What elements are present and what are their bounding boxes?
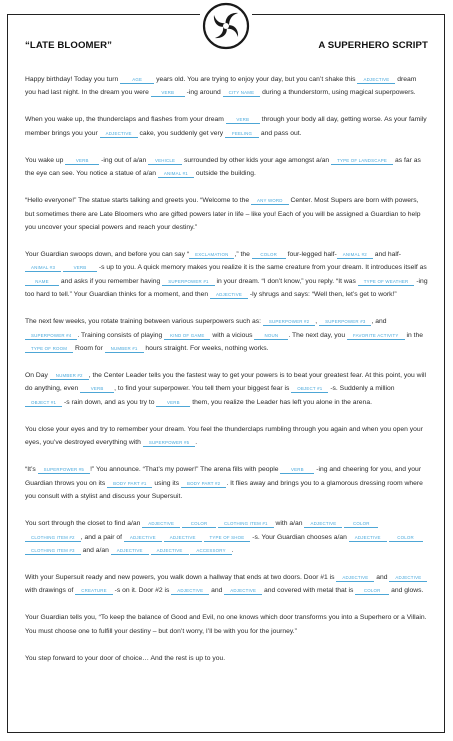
- fill-in-blank[interactable]: COLOR: [355, 588, 389, 595]
- fill-in-blank[interactable]: ADJECTIVE: [151, 548, 189, 555]
- story-paragraph: [25, 652, 429, 665]
- story-text: !” You announce. “That’s my power!” The arena fills with people: [90, 466, 281, 474]
- fill-in-blank[interactable]: ADJECTIVE: [111, 548, 149, 555]
- swirl-emblem-icon: [200, 0, 252, 52]
- story-paragraph: [25, 154, 429, 181]
- story-text: , to find your superpower. You tell them your biggest fear is: [114, 385, 292, 393]
- story-paragraph: [25, 315, 429, 355]
- fill-in-blank[interactable]: VERB: [151, 90, 185, 97]
- fill-in-blank[interactable]: OBJECT #1: [25, 400, 62, 407]
- fill-in-blank[interactable]: VEHICLE: [148, 158, 182, 165]
- story-text: cake, you suddenly get very: [137, 129, 226, 137]
- fill-in-blank[interactable]: ADJECTIVE: [124, 535, 162, 542]
- story-text: You close your eyes and try to remember your dream. You feel the thunderclaps rumbling through you again and when you open your eyes, you’ve destroyed everything with: [25, 425, 423, 447]
- fill-in-blank[interactable]: COLOR: [344, 521, 378, 528]
- fill-in-blank[interactable]: ADJECTIVE: [389, 575, 427, 582]
- fill-in-blank[interactable]: CLOTHING ITEM #3: [25, 548, 81, 555]
- story-text: ,” the: [234, 251, 252, 259]
- fill-in-blank[interactable]: NOUN: [254, 333, 288, 340]
- fill-in-blank[interactable]: ANIMAL #2: [337, 252, 373, 259]
- fill-in-blank[interactable]: VERB: [226, 117, 260, 124]
- fill-in-blank[interactable]: ANIMAL #1: [158, 171, 194, 178]
- story-text: and pass out.: [259, 129, 302, 137]
- fill-in-blank[interactable]: SUPERPOWER #5: [38, 467, 90, 474]
- story-text: -ly shrugs and says: “Well then, let’s get to work!”: [247, 291, 397, 299]
- fill-in-blank[interactable]: BODY PART #1: [107, 481, 152, 488]
- fill-in-blank[interactable]: ADJECTIVE: [224, 588, 262, 595]
- story-text: The next few weeks, you rotate training between various superpowers such as:: [25, 318, 263, 326]
- fill-in-blank[interactable]: COLOR: [182, 521, 216, 528]
- story-text: and glows.: [389, 587, 424, 595]
- fill-in-blank[interactable]: KIND OF GAME: [164, 333, 210, 340]
- script-title: “LATE BLOOMER”: [25, 40, 113, 51]
- fill-in-blank[interactable]: COLOR: [389, 535, 423, 542]
- story-text: You step forward to your door of choice… And the rest is up to you.: [25, 654, 226, 662]
- story-text: and a/an: [80, 546, 111, 554]
- story-text: in your dream. “I don’t know,” you reply. “It was: [214, 277, 358, 285]
- story-text: with a/an: [273, 520, 305, 528]
- story-text: surrounded by other kids your age amongst a/an: [182, 156, 332, 164]
- fill-in-blank[interactable]: ANY WORD: [251, 198, 289, 205]
- fill-in-blank[interactable]: CLOTHING ITEM #2: [25, 535, 81, 542]
- fill-in-blank[interactable]: ACCESSORY: [190, 548, 231, 555]
- story-text: using its: [152, 479, 181, 487]
- story-paragraph: [25, 73, 429, 100]
- fill-in-blank[interactable]: VERB: [65, 158, 99, 165]
- fill-in-blank[interactable]: ADJECTIVE: [142, 521, 180, 528]
- story-text: during a thunderstorm, using magical superpowers.: [260, 89, 416, 97]
- fill-in-blank[interactable]: NUMBER #2: [50, 373, 89, 380]
- story-paragraph: [25, 571, 429, 598]
- fill-in-blank[interactable]: SUPERPOWER #4: [25, 333, 77, 340]
- fill-in-blank[interactable]: VERB: [280, 467, 314, 474]
- story-paragraph: [25, 113, 429, 140]
- story-paragraph: [25, 369, 429, 409]
- story-text: -s up to you. A quick memory makes you realize it is the same creature from your dream. It introduces itself as: [96, 264, 427, 272]
- fill-in-blank[interactable]: EXCLAMATION: [189, 252, 234, 259]
- story-text: -ing and cheering for you, and your Guardian throws you on its: [25, 466, 421, 487]
- story-text: Center. Most Supers are born with powers, but sometimes there are Late Bloomers who are gifted powers later in life – like you! Each of you will be assigned a Guardian to help you uncover your special powers and reach your destiny.”: [25, 197, 421, 232]
- story-text: outside the building.: [193, 170, 256, 178]
- story-text: Happy birthday! Today you turn: [25, 76, 121, 83]
- story-text: -ing too hard to tell.” Your Guardian thinks for a moment, and then: [25, 277, 428, 299]
- story-text: them, you realize the Leader has left you alone in the arena.: [190, 398, 372, 406]
- fill-in-blank[interactable]: ADJECTIVE: [357, 77, 395, 84]
- story-text: in the: [404, 331, 423, 339]
- fill-in-blank[interactable]: TYPE OF WEATHER: [358, 279, 415, 286]
- story-text: -s. Your Guardian chooses a/an: [250, 533, 349, 541]
- fill-in-blank[interactable]: VERB: [63, 265, 97, 272]
- fill-in-blank[interactable]: TYPE OF SHOE: [204, 535, 251, 542]
- fill-in-blank[interactable]: CREATURE: [75, 588, 112, 595]
- story-text: -s rain down, and as you try to: [62, 398, 157, 406]
- story-text: and covered with metal that is: [262, 587, 356, 595]
- story-text: You wake up: [25, 156, 66, 164]
- story-body: [25, 73, 429, 679]
- fill-in-blank[interactable]: CLOTHING ITEM #1: [218, 521, 274, 528]
- story-text: . Training consists of playing: [77, 331, 165, 339]
- story-text: -s on it. Door #2 is: [112, 587, 172, 595]
- fill-in-blank[interactable]: SUPERPOWER #5: [143, 440, 195, 447]
- fill-in-blank[interactable]: NAME: [25, 279, 59, 286]
- story-text: hours straight. For weeks, nothing works.: [143, 345, 269, 353]
- story-text: ,: [315, 318, 320, 326]
- story-text: , and a pair of: [80, 533, 124, 541]
- story-paragraph: [25, 423, 429, 450]
- story-text: through your body all day, getting worse. As your family member brings you your: [25, 116, 427, 137]
- story-text: .: [231, 546, 234, 554]
- fill-in-blank[interactable]: TYPE OF LANDSCAPE: [331, 158, 393, 165]
- story-text: Room for: [73, 345, 105, 353]
- story-paragraph: [25, 611, 429, 638]
- fill-in-blank[interactable]: CITY NAME: [223, 90, 261, 97]
- fill-in-blank[interactable]: ADJECTIVE: [210, 292, 248, 299]
- fill-in-blank[interactable]: SUPERPOWER #1: [162, 279, 214, 286]
- fill-in-blank[interactable]: FEELING: [225, 131, 259, 138]
- fill-in-blank[interactable]: ADJECTIVE: [100, 131, 138, 138]
- fill-in-blank[interactable]: VERB: [156, 400, 190, 407]
- story-text: -ing around: [184, 89, 223, 97]
- story-text: and: [374, 573, 390, 581]
- story-paragraph: [25, 194, 429, 234]
- story-text: . It flies away and brings you to a glamorous dressing room where you consult with a stylist and discuss your Supersuit.: [25, 479, 423, 501]
- fill-in-blank[interactable]: NUMBER #1: [105, 346, 144, 353]
- fill-in-blank[interactable]: ANIMAL #3: [25, 265, 61, 272]
- story-text: “Hello everyone!” The statue starts talking and greets you. “Welcome to the: [25, 197, 251, 205]
- fill-in-blank[interactable]: ADJECTIVE: [349, 535, 387, 542]
- story-text: Your Guardian tells you, “To keep the balance of Good and Evil, no one knows which door transforms you into a Superhero or a Villain. You must choose one to fulfill your destiny – but don’t worry, I’ll be with you for the journey.”: [25, 614, 427, 635]
- fill-in-blank[interactable]: ADJECTIVE: [336, 575, 374, 582]
- story-text: with a vicious: [210, 331, 255, 339]
- fill-in-blank[interactable]: SUPERPOWER #3: [319, 319, 371, 326]
- fill-in-blank[interactable]: COLOR: [252, 252, 286, 259]
- story-text: dream you had last night. In the dream you were: [25, 76, 417, 97]
- story-text: “It’s: [25, 466, 38, 474]
- story-text: -s. Suddenly a million: [328, 385, 395, 393]
- fill-in-blank[interactable]: AGE: [120, 77, 154, 84]
- story-text: On Day: [25, 372, 50, 380]
- story-paragraph: [25, 463, 429, 503]
- story-text: as far as the eye can see. You notice a statue of a/an: [25, 156, 421, 178]
- script-subtitle: A SUPERHERO SCRIPT: [318, 40, 428, 51]
- fill-in-blank[interactable]: ADJECTIVE: [304, 521, 342, 528]
- story-paragraph: [25, 248, 429, 302]
- story-text: You sort through the closet to find a/an: [25, 520, 143, 528]
- fill-in-blank[interactable]: ADJECTIVE: [164, 535, 202, 542]
- story-text: . The next day, you: [288, 331, 348, 339]
- story-text: With your Supersuit ready and new powers, you walk down a hallway that ends at two doors. Door #1 is: [25, 573, 337, 581]
- fill-in-blank[interactable]: ADJECTIVE: [171, 588, 209, 595]
- fill-in-blank[interactable]: BODY PART #2: [181, 481, 226, 488]
- story-text: , and: [371, 318, 387, 326]
- story-text: -ing out of a/an: [99, 156, 149, 164]
- story-text: with drawings of: [25, 587, 76, 595]
- story-text: When you wake up, the thunderclaps and flashes from your dream: [25, 116, 226, 124]
- story-text: and half-: [372, 251, 402, 259]
- story-text: .: [195, 439, 198, 447]
- fill-in-blank[interactable]: TYPE OF ROOM: [25, 346, 73, 353]
- fill-in-blank[interactable]: FAVORITE ACTIVITY: [347, 333, 405, 340]
- story-text: Your Guardian swoops down, and before you can say “: [25, 251, 190, 259]
- story-text: years old. You are trying to enjoy your day, but you can’t shake this: [154, 76, 358, 83]
- story-text: and: [209, 587, 225, 595]
- story-text: four-legged half-: [285, 251, 337, 259]
- fill-in-blank[interactable]: OBJECT #1: [291, 386, 328, 393]
- fill-in-blank[interactable]: VERB: [80, 386, 114, 393]
- story-text: and asks if you remember having: [59, 277, 163, 285]
- story-paragraph: [25, 517, 429, 557]
- fill-in-blank[interactable]: SUPERPOWER #2: [263, 319, 315, 326]
- story-text: , the Center Leader tells you the fastest way to get your powers is to beat your greatest fear. At this point, you will do anything, even: [25, 372, 427, 393]
